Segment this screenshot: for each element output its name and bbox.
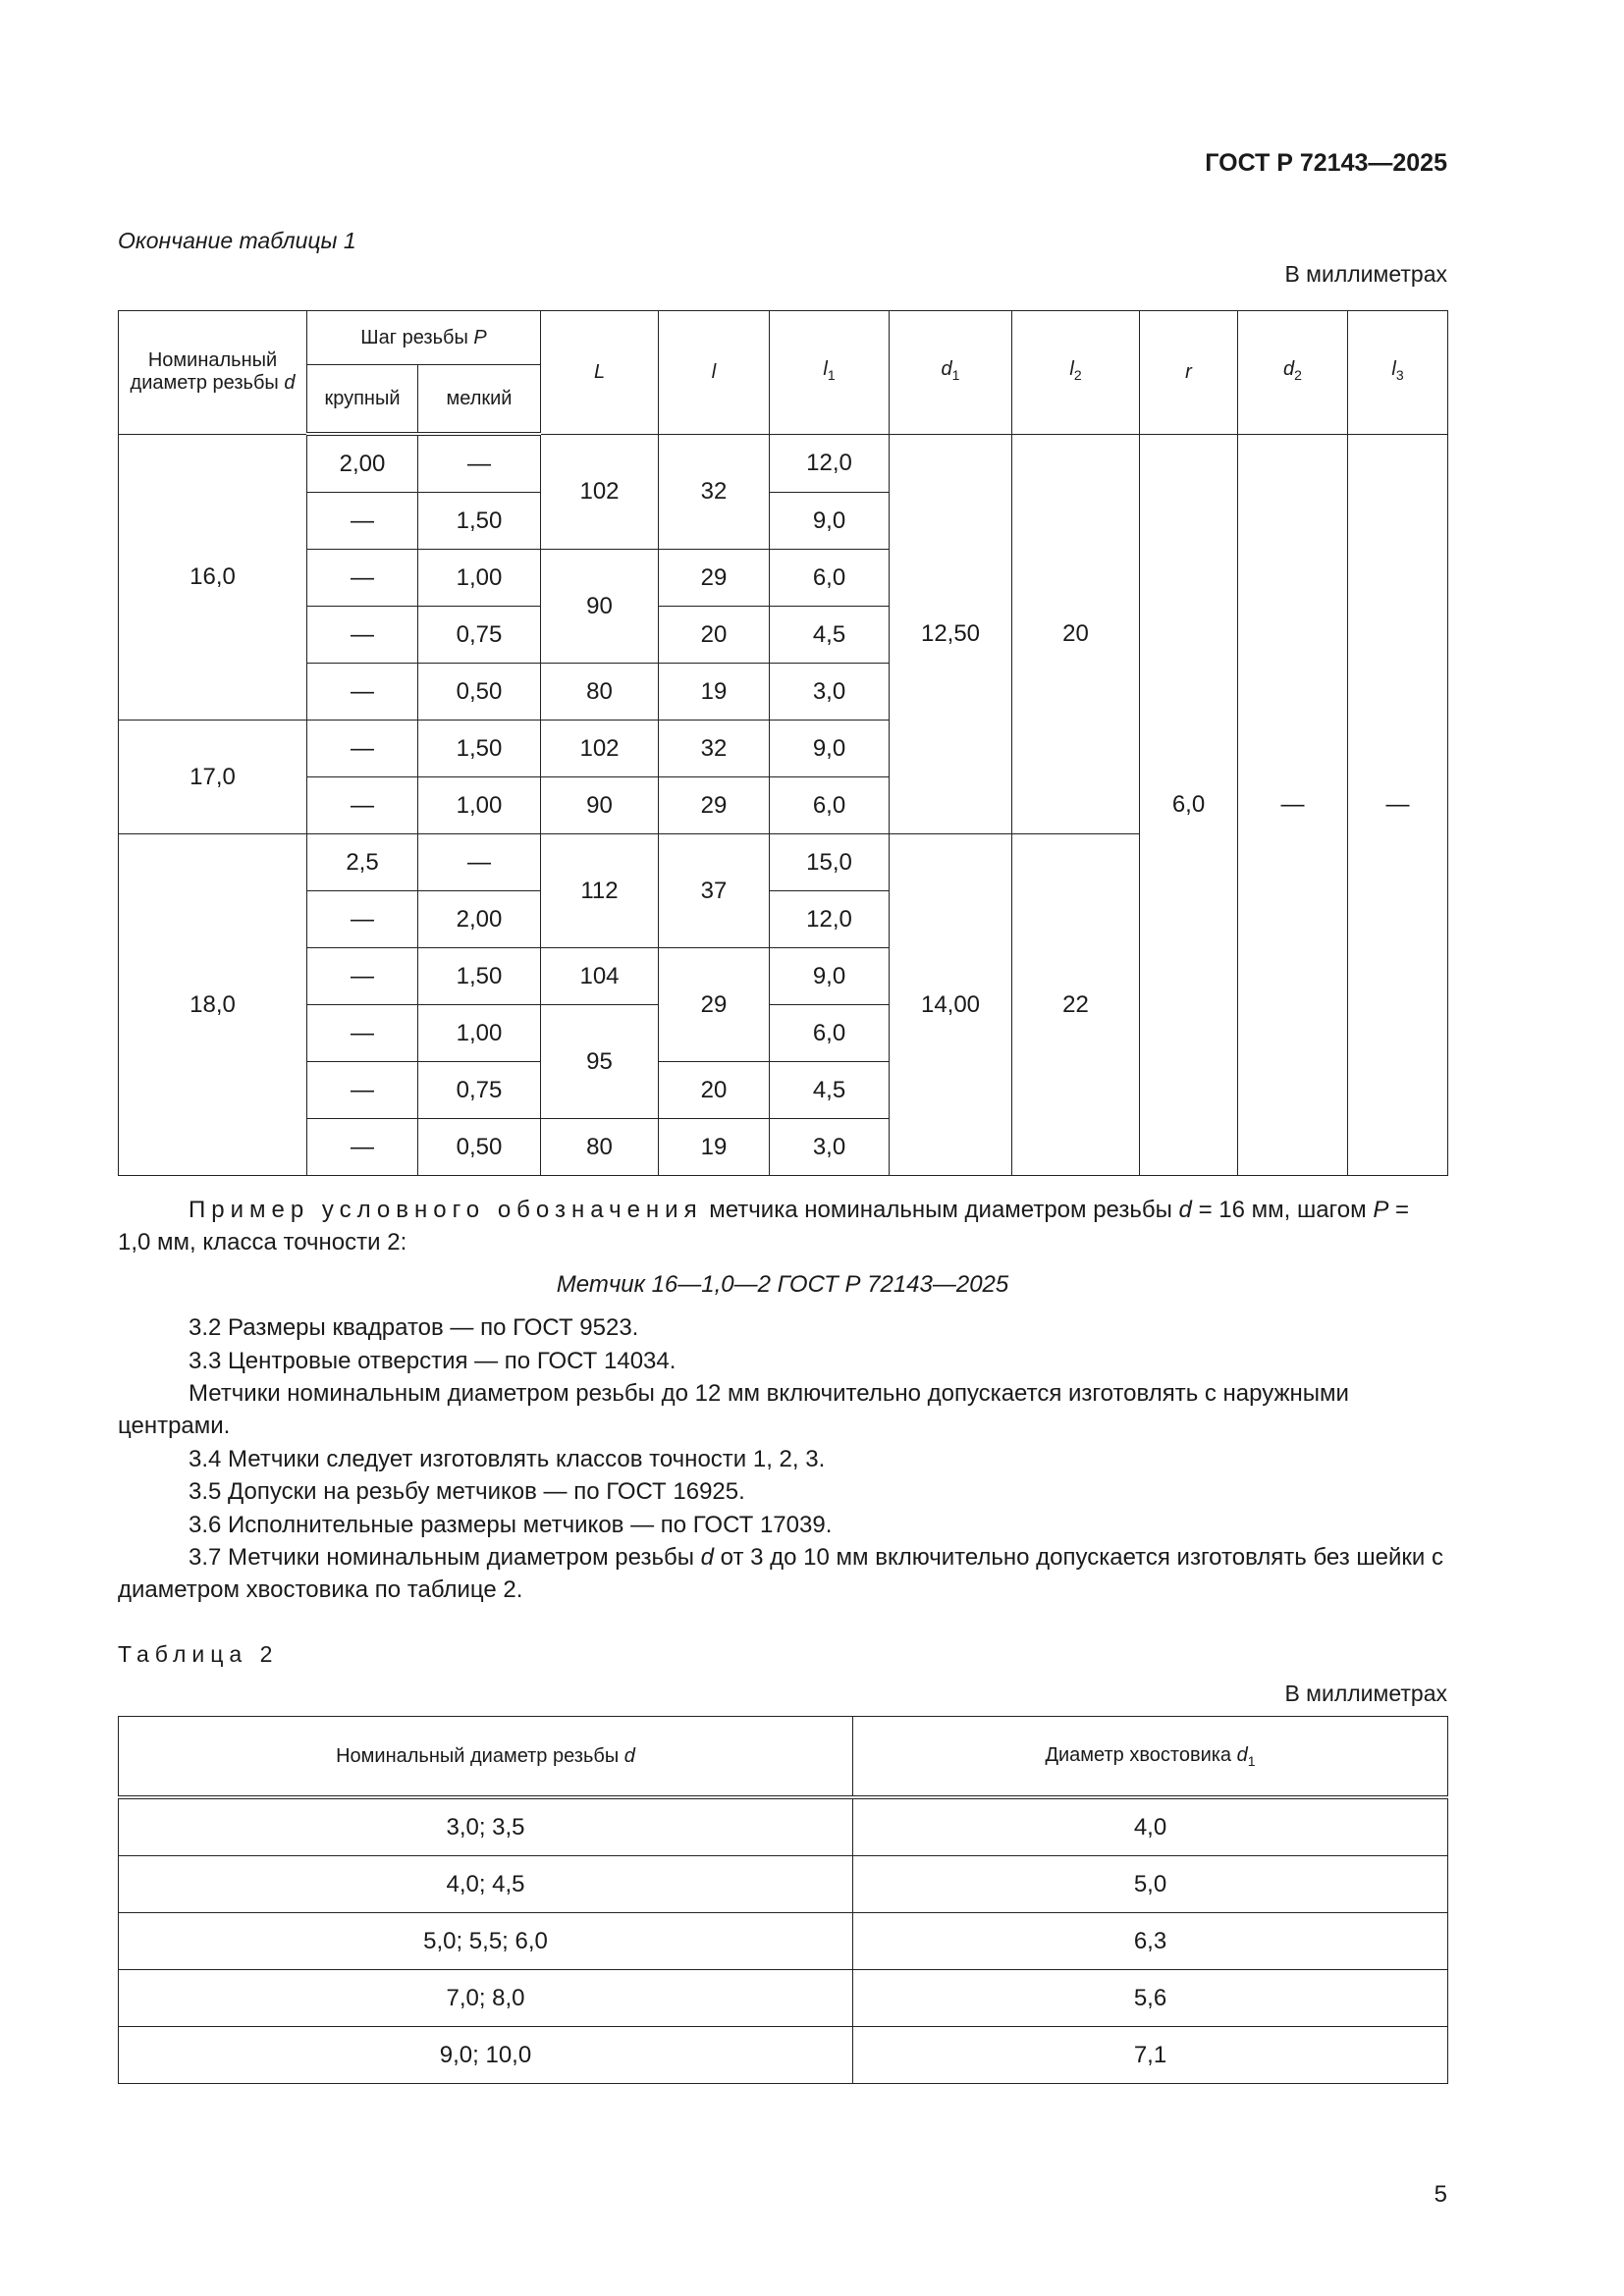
coarse-cell: — <box>307 891 418 948</box>
header-d1: $d_1$ <box>890 311 1012 435</box>
fine-cell: 0,50 <box>418 664 541 721</box>
nominal-cell: 16,0 <box>119 434 307 721</box>
coarse-cell: — <box>307 607 418 664</box>
l1-cell: 3,0 <box>770 664 890 721</box>
fine-cell: 1,50 <box>418 493 541 550</box>
header-l: l <box>659 311 770 435</box>
fine-cell: 0,75 <box>418 1062 541 1119</box>
l-cell: 32 <box>659 721 770 777</box>
coarse-cell: — <box>307 664 418 721</box>
header-coarse: крупный <box>307 365 418 435</box>
table-2 <box>118 1716 1448 2084</box>
coarse-cell: 2,00 <box>307 434 418 493</box>
l1-cell: 9,0 <box>770 493 890 550</box>
fine-cell: 2,00 <box>418 891 541 948</box>
l1-cell: 6,0 <box>770 777 890 834</box>
fine-cell: 1,50 <box>418 948 541 1005</box>
l-cell: 19 <box>659 1119 770 1176</box>
table1-units: В миллиметрах <box>1284 261 1447 287</box>
l-cell: 37 <box>659 834 770 948</box>
l-cell: 20 <box>659 607 770 664</box>
nominal-cell: 3,0; 3,5 <box>119 1797 853 1856</box>
l3-cell: — <box>1348 434 1448 1176</box>
l1-cell: 3,0 <box>770 1119 890 1176</box>
coarse-cell: — <box>307 550 418 607</box>
header-fine: мелкий <box>418 365 541 435</box>
L-cell: 102 <box>541 434 659 550</box>
l-cell: 29 <box>659 948 770 1062</box>
nominal-cell: 7,0; 8,0 <box>119 1970 853 2027</box>
paragraph-3-3-note: Метчики номинальным диаметром резьбы до 12 мм включительно допускается изготовлять с наружными центрами. <box>118 1380 1349 1439</box>
header-nominal-diameter: Номинальный диаметр резьбы d <box>119 1717 853 1798</box>
shank-cell: 4,0 <box>853 1797 1448 1856</box>
header-l3: $l_3$ <box>1348 311 1448 435</box>
shank-cell: 6,3 <box>853 1913 1448 1970</box>
fine-cell: 1,00 <box>418 777 541 834</box>
shank-cell: 5,6 <box>853 1970 1448 2027</box>
paragraph-3-4: 3.4 Метчики следует изготовлять классов точности 1, 2, 3. <box>189 1446 826 1472</box>
d2-cell: — <box>1238 434 1348 1176</box>
nominal-cell: 5,0; 5,5; 6,0 <box>119 1913 853 1970</box>
coarse-cell: — <box>307 777 418 834</box>
fine-cell: 1,00 <box>418 550 541 607</box>
header-l2: $l_2$ <box>1012 311 1140 435</box>
L-cell: 112 <box>541 834 659 948</box>
header-r: r <box>1140 311 1238 435</box>
coarse-cell: 2,5 <box>307 834 418 891</box>
example-paragraph: Пример условного обозначения метчика номинальным диаметром резьбы d = 16 мм, шагом P = 1,0 мм, класса точности 2: <box>118 1197 1410 1255</box>
table2-label: Таблица 2 <box>118 1641 279 1667</box>
l2-cell: 22 <box>1012 834 1140 1176</box>
header-d2: $d_2$ <box>1238 311 1348 435</box>
coarse-cell: — <box>307 948 418 1005</box>
r-cell: 6,0 <box>1140 434 1238 1176</box>
nominal-cell: 17,0 <box>119 721 307 834</box>
example-designation: Метчик 16—1,0—2 ГОСТ Р 72143—2025 <box>556 1271 1009 1298</box>
table2-units: В миллиметрах <box>1284 1681 1447 1706</box>
header-L: L <box>541 311 659 435</box>
l1-cell: 9,0 <box>770 721 890 777</box>
header-pitch: Шаг резьбы P <box>307 311 541 365</box>
l1-cell: 15,0 <box>770 834 890 891</box>
l-cell: 20 <box>659 1062 770 1119</box>
table-1 <box>118 310 1448 1176</box>
fine-cell: 0,75 <box>418 607 541 664</box>
l1-cell: 12,0 <box>770 434 890 493</box>
fine-cell: 1,50 <box>418 721 541 777</box>
coarse-cell: — <box>307 1062 418 1119</box>
document-header: ГОСТ Р 72143—2025 <box>1205 149 1447 177</box>
header-nominal-diameter: Номинальный диаметр резьбы d <box>119 311 307 435</box>
l-cell: 19 <box>659 664 770 721</box>
paragraph-3-7: 3.7 Метчики номинальным диаметром резьбы d от 3 до 10 мм включительно допускается изготовлять без шейки с диаметром хвостовика по таблице 2. <box>118 1544 1443 1603</box>
fine-cell: 1,00 <box>418 1005 541 1062</box>
L-cell: 80 <box>541 1119 659 1176</box>
L-cell: 80 <box>541 664 659 721</box>
header-shank-diameter: Диаметр хвостовика $d_1$ <box>853 1717 1448 1798</box>
L-cell: 104 <box>541 948 659 1005</box>
coarse-cell: — <box>307 493 418 550</box>
l1-cell: 6,0 <box>770 1005 890 1062</box>
shank-cell: 5,0 <box>853 1856 1448 1913</box>
fine-cell: 0,50 <box>418 1119 541 1176</box>
paragraph-3-2: 3.2 Размеры квадратов — по ГОСТ 9523. <box>189 1314 639 1341</box>
l-cell: 29 <box>659 550 770 607</box>
paragraph-3-6: 3.6 Исполнительные размеры метчиков — по ГОСТ 17039. <box>189 1512 833 1538</box>
shank-cell: 7,1 <box>853 2027 1448 2084</box>
l1-cell: 9,0 <box>770 948 890 1005</box>
example-label: Пример условного обозначения <box>189 1197 703 1223</box>
fine-cell: — <box>418 434 541 493</box>
fine-cell: — <box>418 834 541 891</box>
l1-cell: 4,5 <box>770 1062 890 1119</box>
L-cell: 90 <box>541 550 659 664</box>
coarse-cell: — <box>307 1005 418 1062</box>
nominal-cell: 18,0 <box>119 834 307 1176</box>
l1-cell: 6,0 <box>770 550 890 607</box>
l-cell: 29 <box>659 777 770 834</box>
page-number: 5 <box>1434 2181 1447 2208</box>
paragraph-3-5: 3.5 Допуски на резьбу метчиков — по ГОСТ 16925. <box>189 1478 745 1505</box>
l2-cell: 20 <box>1012 434 1140 834</box>
table1-caption: Окончание таблицы 1 <box>118 228 356 253</box>
l-cell: 32 <box>659 434 770 550</box>
L-cell: 95 <box>541 1005 659 1119</box>
L-cell: 90 <box>541 777 659 834</box>
coarse-cell: — <box>307 721 418 777</box>
header-l1: $l_1$ <box>770 311 890 435</box>
paragraph-3-3: 3.3 Центровые отверстия — по ГОСТ 14034. <box>189 1348 677 1374</box>
l1-cell: 4,5 <box>770 607 890 664</box>
L-cell: 102 <box>541 721 659 777</box>
d1-cell: 14,00 <box>890 834 1012 1176</box>
nominal-cell: 9,0; 10,0 <box>119 2027 853 2084</box>
coarse-cell: — <box>307 1119 418 1176</box>
d1-cell: 12,50 <box>890 434 1012 834</box>
l1-cell: 12,0 <box>770 891 890 948</box>
nominal-cell: 4,0; 4,5 <box>119 1856 853 1913</box>
